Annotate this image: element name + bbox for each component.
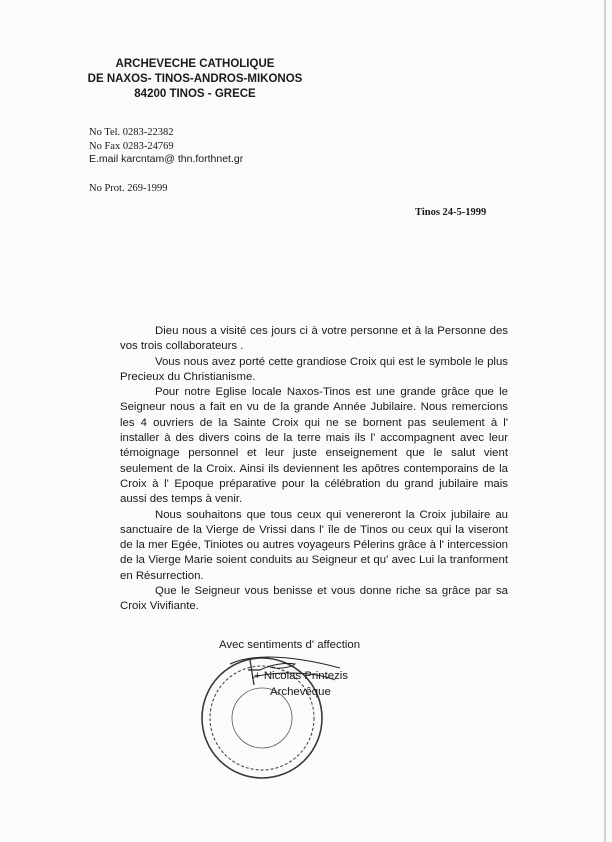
paragraph-1: Dieu nous a visité ces jours ci à votre personne et à la Personne des vos trois collaborateurs . bbox=[120, 325, 508, 353]
paragraph-2: Vous nous avez porté cette grandiose Croix qui est le symbole le plus Precieux du Christianisme. bbox=[120, 355, 508, 383]
signer-title: Archevêque bbox=[270, 685, 331, 698]
paragraph-4: Nous souhaitons que tous ceux qui venereront la Croix jubilaire au sanctuaire de la Vierge de Vrissi dans l' île de Tinos ou ceux qui la viseront de la mer Egée, Tiniotes ou autres voyageurs Pélerins grâce à l' intercession de la Vierge Marie soient conduits au Seigneur et qu' avec Lui la tranforment en Résurrection. bbox=[120, 508, 508, 582]
letterhead-line-1: ARCHEVECHE CATHOLIQUE bbox=[115, 58, 275, 70]
official-seal-stamp bbox=[190, 640, 340, 790]
contact-block bbox=[89, 126, 243, 167]
letterhead-line-3: 84200 TINOS - GRECE bbox=[134, 88, 256, 100]
letterhead-line-2: DE NAXOS- TINOS-ANDROS-MIKONOS bbox=[87, 73, 303, 85]
letterhead bbox=[80, 57, 310, 102]
letter-body bbox=[120, 324, 508, 615]
email-address: E.mail karcntam@ thn.forthnet.gr bbox=[89, 153, 244, 165]
fax-number: No Fax 0283-24769 bbox=[89, 140, 174, 152]
telephone-number: No Tel. 0283-22382 bbox=[89, 127, 174, 138]
scan-edge-line bbox=[604, 0, 606, 842]
protocol-number: No Prot. 269-1999 bbox=[89, 183, 168, 194]
signature-block bbox=[254, 669, 348, 700]
paragraph-3: Pour notre Eglise locale Naxos-Tinos est une grande grâce que le Seigneur nous a fait en vu de la grande Année Jubilaire. Nous remercions les 4 ouvriers de la Sainte Croix qui ne se bornent pas seulement à l' installer à des divers coins de la terre mais ils l' accompagnent avec leur témoignage personnel et leur juste enseignement que le salut vient seulement de la Croix. Ainsi ils deviennent les apôtres contemporains de la Croix à l' Epoque préparative pour la célébration du grand jubilaire mais aussi des temps à venir. bbox=[120, 386, 508, 506]
letter-date: Tinos 24-5-1999 bbox=[415, 207, 487, 218]
signer-name: + Nicolas Printezis bbox=[254, 670, 349, 682]
closing-salutation: Avec sentiments d' affection bbox=[219, 639, 361, 651]
paragraph-5: Que le Seigneur vous benisse et vous donne riche sa grâce par sa Croix Vivifiante. bbox=[120, 585, 508, 613]
